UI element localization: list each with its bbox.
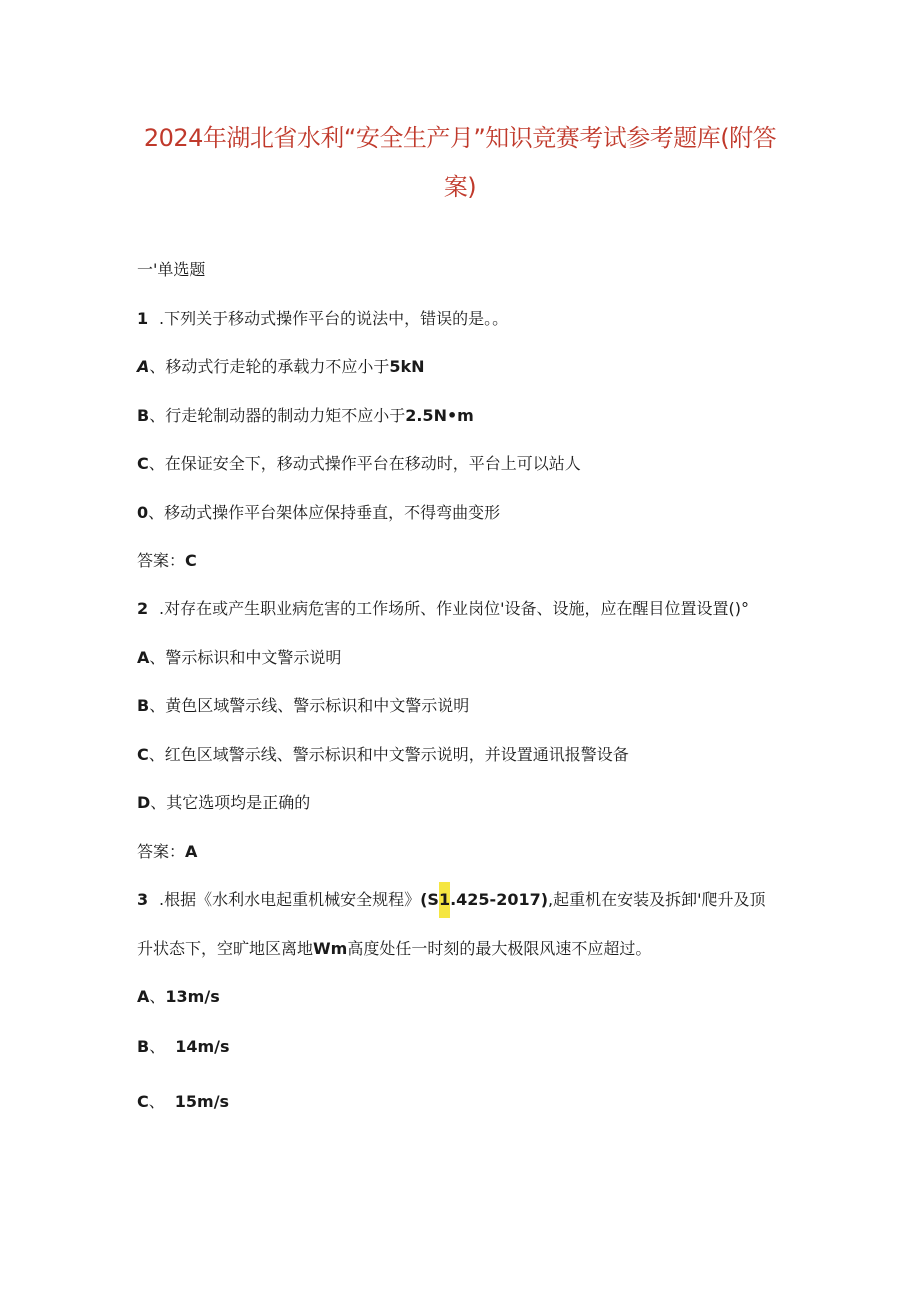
question-2-option-a	[137, 646, 341, 670]
question-1-answer	[137, 549, 197, 573]
option-text: 、移动式操作平台架体应保持垂直，不得弯曲变形	[148, 503, 501, 522]
document-title-line-1: 2024年湖北省水利“安全生产月”知识竞赛考试参考题库(附答	[143, 124, 777, 152]
option-text: 、红色区域警示线、警示标识和中文警示说明，并设置通讯报警设备	[148, 745, 629, 764]
question-3-text-line2-end: 高度处任一时刻的最大极限风速不应超过。	[347, 939, 652, 958]
standard-code-prefix: (S	[420, 890, 439, 909]
question-1-option-a	[137, 355, 425, 379]
standard-code-suffix: .425-2017)	[450, 890, 549, 909]
question-3-option-c	[137, 1090, 229, 1114]
answer-label: 答案：	[137, 842, 186, 861]
option-label: A	[137, 987, 150, 1006]
option-value: 5kN	[389, 357, 425, 376]
section-heading: 一'单选题	[137, 260, 206, 279]
option-label: C	[137, 1092, 149, 1111]
question-3-line-2	[137, 937, 651, 961]
option-label: A	[137, 648, 150, 667]
question-2-option-c	[137, 743, 629, 767]
option-text: 、在保证安全下，移动式操作平台在移动时，平台上可以站人	[148, 454, 581, 473]
question-1-option-c	[137, 452, 581, 476]
question-1-option-b	[137, 404, 474, 428]
option-text: 、警示标识和中文警示说明	[149, 648, 342, 667]
question-1-text: .下列关于移动式操作平台的说法中，错误的是。。	[159, 309, 509, 328]
option-text: 、移动式行走轮的承载力不应小于	[149, 357, 390, 376]
option-text: 、	[148, 1092, 165, 1111]
question-1-number: 1	[137, 309, 149, 328]
question-2-number: 2	[137, 599, 149, 618]
question-2-answer	[137, 840, 197, 864]
question-3-height-value: Wm	[313, 939, 348, 958]
answer-label: 答案：	[137, 551, 186, 570]
question-3-number: 3	[137, 890, 149, 909]
option-label: A	[137, 357, 150, 376]
option-text: 、	[149, 1037, 166, 1056]
option-label: C	[137, 454, 149, 473]
question-3-text: .根据《水利水电起重机械安全规程》	[159, 890, 421, 909]
option-value: 15m/s	[174, 1092, 230, 1111]
question-3-option-a	[137, 985, 220, 1009]
question-1	[137, 307, 508, 331]
question-2-text: .对存在或产生职业病危害的工作场所、作业岗位'设备、设施，应在醒目位置设置()°	[159, 599, 749, 618]
option-text: 、	[149, 987, 166, 1006]
option-label: C	[137, 745, 149, 764]
question-2-option-b	[137, 694, 469, 718]
option-text: 、黄色区域警示线、警示标识和中文警示说明	[149, 696, 470, 715]
highlighted-text: 1	[439, 882, 450, 918]
option-value: 14m/s	[175, 1037, 230, 1056]
option-label: B	[137, 406, 150, 425]
option-text: 、行走轮制动器的制动力矩不应小于	[149, 406, 406, 425]
option-value: 2.5N•m	[405, 406, 474, 425]
question-1-option-d	[137, 501, 500, 525]
question-3-option-b	[137, 1035, 230, 1059]
question-2	[137, 597, 749, 621]
question-3	[137, 888, 766, 912]
option-label: D	[137, 793, 151, 812]
option-label: 0	[137, 503, 149, 522]
option-value: 13m/s	[165, 987, 220, 1006]
option-label: B	[137, 696, 150, 715]
option-label: B	[137, 1037, 150, 1056]
document-title-line-2: 案)	[443, 173, 477, 201]
question-3-text-line2: 升状态下，空旷地区离地	[137, 939, 314, 958]
question-2-option-d	[137, 791, 310, 815]
option-text: 、其它选项均是正确的	[150, 793, 311, 812]
question-3-text-cont: ,起重机在安装及拆卸'爬升及顶	[548, 890, 766, 909]
answer-value: C	[185, 551, 197, 570]
answer-value: A	[185, 842, 198, 861]
